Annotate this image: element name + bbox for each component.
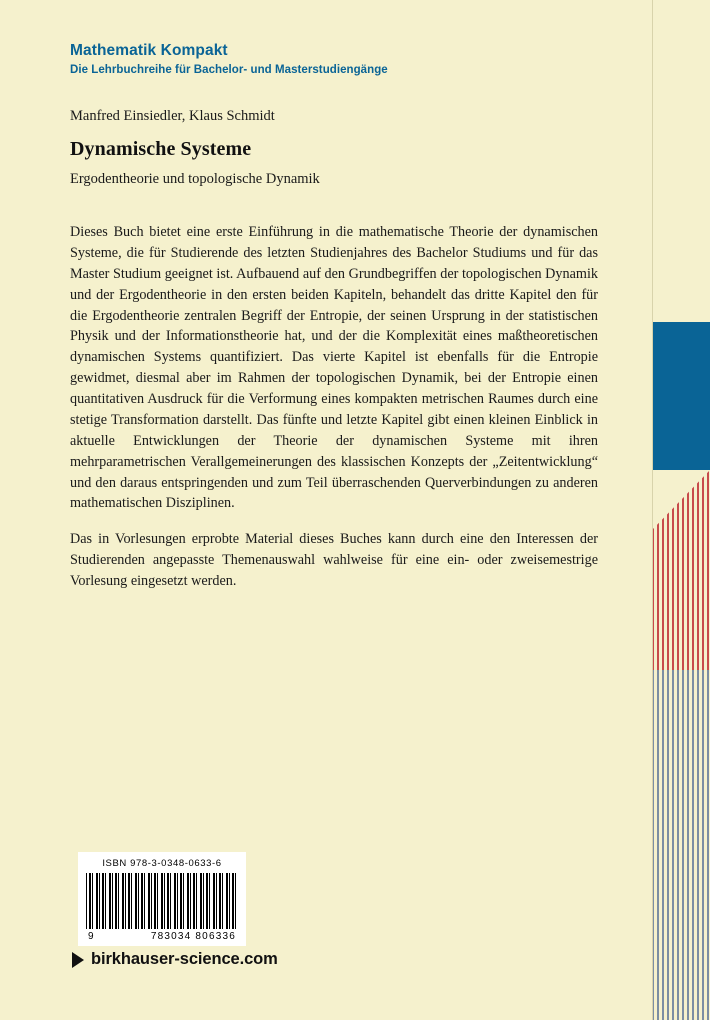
barcode-digits [86,931,238,942]
series-title: Mathematik Kompakt [70,42,228,59]
decor-cream-block [652,0,710,322]
isbn-label: ISBN 978-3-0348-0633-6 [102,858,222,869]
triangle-icon [72,952,84,968]
barcode-digit-main: 783034 806336 [150,931,236,942]
book-blurb [70,222,598,592]
publisher-name: birkhauser-science.com [91,950,278,968]
cover-fold-line [652,0,653,1020]
barcode-bars [86,873,238,929]
decor-grey-stripes [652,670,710,1020]
barcode-digit-prefix: 9 [88,931,95,942]
book-title: Dynamische Systeme [70,138,252,160]
publisher-mark [72,950,278,969]
cover-content [70,0,598,592]
decorative-right-strip [652,0,710,1020]
book-subtitle: Ergodentheorie und topologische Dynamik [70,171,320,187]
blurb-paragraph: Dieses Buch bietet eine erste Einführung in die mathematische Theorie der dynamischen Systeme, die für Studierende des letzten Studienjahres des Bachelor Studiums und für das Master Studium geeignet ist. Aufbauend auf den Grundbegriffen der topologischen Dynamik und der Ergodentheorie in den ersten beiden Kapiteln, behandelt das dritte Kapitel den für die Ergodentheorie zentralen Begriff der Entropie, der seinen Ursprung in der statistischen Physik und der Informationstheorie hat, und der die Komplexität eines maßtheoretischen dynamischen Systems quantifiziert. Das vierte Kapitel ist ebenfalls für die Entropie gewidmet, diesmal aber im Rahmen der topologischen Dynamik, bei der Entropie einen quantitativen Ausdruck für die Verformung eines kompakten metrischen Raumes durch eine stetige Transformation darstellt. Das fünfte und letzte Kapitel gibt einen kleinen Einblick in aktuelle Entwicklungen der Theorie der dynamischen Systeme mit ihren mehrparametrischen Verallgemeinerungen des klassischen Konzepts der „Zeitentwicklung“ und den daraus entspringenden und zum Teil überraschenden Querverbindungen zu anderen mathematischen Disziplinen. [70,224,598,512]
blurb-paragraph: Das in Vorlesungen erprobte Material dieses Buches kann durch eine den Interessen der Studierenden angepasste Themenauswahl wahlweise für eine ein- oder zweisemestrige Vorlesung eingesetzt werden. [70,531,598,589]
decor-blue-block [652,322,710,470]
book-authors: Manfred Einsiedler, Klaus Schmidt [70,108,275,124]
isbn-barcode [78,852,246,946]
series-subtitle: Die Lehrbuchreihe für Bachelor- und Masterstudiengänge [70,64,388,76]
